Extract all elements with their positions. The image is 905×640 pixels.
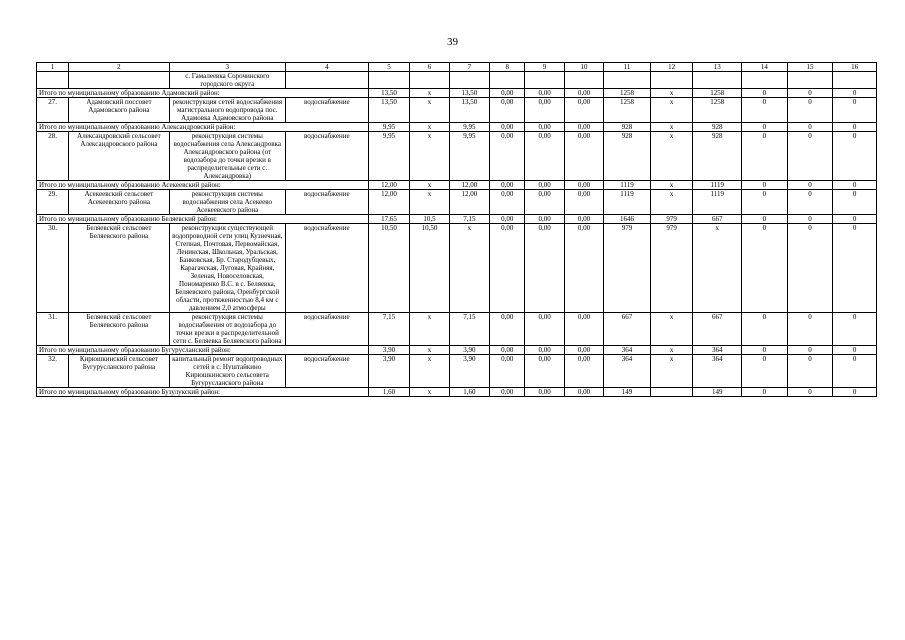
value-cell: 1119 bbox=[604, 190, 651, 215]
value-cell: 0 bbox=[787, 313, 833, 346]
value-cell: х bbox=[650, 98, 693, 123]
row-description: реконструкция сетей водоснабжения магистрального водопровода пос. Адамовка Адамовского района bbox=[169, 98, 285, 123]
value-cell: х bbox=[650, 89, 693, 98]
value-cell: 0 bbox=[742, 224, 788, 313]
value-cell: 0 bbox=[833, 132, 877, 181]
value-cell: 0,00 bbox=[490, 346, 525, 355]
column-number-header: 16 bbox=[833, 63, 877, 72]
value-cell: 1258 bbox=[693, 89, 742, 98]
value-cell: 0 bbox=[787, 123, 833, 132]
row-description: с. Гамалеевка Сорочинского городского округа bbox=[169, 72, 285, 89]
value-cell: 3,90 bbox=[368, 346, 409, 355]
project-row bbox=[37, 355, 877, 388]
value-cell: 0 bbox=[742, 355, 788, 388]
column-number-header: 2 bbox=[69, 63, 170, 72]
value-cell: х bbox=[650, 355, 693, 388]
value-cell: 1,60 bbox=[368, 388, 409, 397]
value-cell: 0,00 bbox=[490, 355, 525, 388]
row-description: реконструкция системы водоснабжения села Александровка Александровского района (от водозабора до точки врезки в распределительные сети с. Александровка) bbox=[169, 132, 285, 181]
value-cell: 12,00 bbox=[449, 190, 489, 215]
row-description: капитальный ремонт водопроводных сетей в с. Нуштайкино Кирюшкинского сельсовета Бугурусланского района bbox=[169, 355, 285, 388]
value-cell: 13,50 bbox=[368, 89, 409, 98]
value-cell: 0 bbox=[787, 388, 833, 397]
continuation-row bbox=[37, 72, 877, 89]
row-type: водоснабжение bbox=[285, 313, 368, 346]
value-cell: 0 bbox=[787, 215, 833, 224]
value-cell: 0,00 bbox=[564, 190, 603, 215]
municipal-total-row bbox=[37, 388, 877, 397]
column-number-header: 10 bbox=[564, 63, 603, 72]
total-label: Итого по муниципальному образованию Бузулукский район: bbox=[37, 388, 369, 397]
total-label: Итого по муниципальному образованию Асекеевский район: bbox=[37, 181, 369, 190]
value-cell: 10,50 bbox=[410, 224, 449, 313]
total-label: Итого по муниципальному образованию Бугурусланский район: bbox=[37, 346, 369, 355]
value-cell: 0,00 bbox=[490, 224, 525, 313]
municipal-total-row bbox=[37, 215, 877, 224]
column-number-header: 7 bbox=[449, 63, 489, 72]
value-cell: 0 bbox=[787, 132, 833, 181]
value-cell: х bbox=[410, 181, 449, 190]
value-cell: 13,50 bbox=[449, 98, 489, 123]
value-cell: 0,00 bbox=[490, 388, 525, 397]
value-cell: 9,95 bbox=[449, 132, 489, 181]
value-cell: 0,00 bbox=[564, 89, 603, 98]
total-label: Итого по муниципальному образованию Беляевский район: bbox=[37, 215, 369, 224]
column-number-header: 12 bbox=[650, 63, 693, 72]
municipal-total-row bbox=[37, 123, 877, 132]
value-cell: 0,00 bbox=[525, 190, 564, 215]
value-cell: 13,50 bbox=[449, 89, 489, 98]
project-row bbox=[37, 224, 877, 313]
value-cell: 9,95 bbox=[368, 132, 409, 181]
value-cell: 0 bbox=[742, 313, 788, 346]
value-cell: 9,95 bbox=[368, 123, 409, 132]
value-cell: 7,15 bbox=[449, 313, 489, 346]
value-cell: 0,00 bbox=[525, 313, 564, 346]
value-cell: 667 bbox=[693, 215, 742, 224]
value-cell: 0 bbox=[833, 215, 877, 224]
value-cell: 0 bbox=[742, 98, 788, 123]
value-cell: 979 bbox=[604, 224, 651, 313]
row-type: водоснабжение bbox=[285, 98, 368, 123]
value-cell: 0,00 bbox=[490, 89, 525, 98]
value-cell: 928 bbox=[604, 132, 651, 181]
value-cell: 667 bbox=[693, 313, 742, 346]
value-cell: 0,00 bbox=[564, 224, 603, 313]
value-cell: 12,00 bbox=[368, 190, 409, 215]
project-row bbox=[37, 132, 877, 181]
value-cell: 0 bbox=[833, 98, 877, 123]
municipal-total-row bbox=[37, 89, 877, 98]
value-cell: 0 bbox=[787, 355, 833, 388]
value-cell: х bbox=[410, 313, 449, 346]
column-number-header: 14 bbox=[742, 63, 788, 72]
row-type: водоснабжение bbox=[285, 190, 368, 215]
value-cell: 10,50 bbox=[368, 224, 409, 313]
column-number-header: 4 bbox=[285, 63, 368, 72]
value-cell: 0,00 bbox=[564, 346, 603, 355]
project-row bbox=[37, 98, 877, 123]
value-cell: 0,00 bbox=[490, 215, 525, 224]
value-cell: 1119 bbox=[693, 190, 742, 215]
value-cell: 0,00 bbox=[564, 98, 603, 123]
column-number-header: 15 bbox=[787, 63, 833, 72]
value-cell: 149 bbox=[693, 388, 742, 397]
value-cell: 0,00 bbox=[490, 123, 525, 132]
value-cell: х bbox=[410, 132, 449, 181]
row-number: 30. bbox=[37, 224, 69, 313]
value-cell: 928 bbox=[693, 123, 742, 132]
value-cell: 364 bbox=[693, 355, 742, 388]
total-label: Итого по муниципальному образованию Адамовский район: bbox=[37, 89, 369, 98]
value-cell: 0 bbox=[742, 89, 788, 98]
value-cell: 3,90 bbox=[449, 355, 489, 388]
value-cell: х bbox=[410, 89, 449, 98]
row-number: 28. bbox=[37, 132, 69, 181]
row-number: 27. bbox=[37, 98, 69, 123]
column-number-header: 6 bbox=[410, 63, 449, 72]
value-cell: х bbox=[449, 224, 489, 313]
value-cell: 928 bbox=[693, 132, 742, 181]
value-cell: 0 bbox=[833, 355, 877, 388]
value-cell: 979 bbox=[650, 215, 693, 224]
value-cell: 0 bbox=[742, 388, 788, 397]
value-cell: 0,00 bbox=[490, 190, 525, 215]
value-cell: 1258 bbox=[604, 89, 651, 98]
row-organization: Александровский сельсовет Александровского района bbox=[69, 132, 170, 181]
page-number: 39 bbox=[447, 36, 458, 48]
value-cell: 667 bbox=[604, 313, 651, 346]
value-cell: 0,00 bbox=[564, 132, 603, 181]
value-cell: 3,90 bbox=[368, 355, 409, 388]
value-cell: 0,00 bbox=[525, 346, 564, 355]
project-row bbox=[37, 190, 877, 215]
row-organization: Кирюшкинский сельсовет Бугурусланского района bbox=[69, 355, 170, 388]
value-cell: х bbox=[410, 388, 449, 397]
value-cell: 1258 bbox=[693, 98, 742, 123]
row-organization: Беляевский сельсовет Беляевского района bbox=[69, 224, 170, 313]
row-description: реконструкция существующей водопроводной сети улиц Кузнечная, Степная, Почтовая, Первомайская, Ленинская, Школьная, Уральская, Банковская, Бр. Стародубцевых, Карагачская, Луговая, Крайняя, Зеленая, Новоселовская, Пономаренко В.С. в с. Беляевка, Беляевского района, Оренбургской области, протяженностью 8,4 км с давлением 2,0 атмосферы bbox=[169, 224, 285, 313]
total-label: Итого по муниципальному образованию Александровский район: bbox=[37, 123, 369, 132]
value-cell: х bbox=[650, 190, 693, 215]
value-cell: 0 bbox=[833, 388, 877, 397]
value-cell: 0,00 bbox=[525, 388, 564, 397]
value-cell: 0,00 bbox=[564, 215, 603, 224]
value-cell: 0 bbox=[742, 123, 788, 132]
value-cell: 0,00 bbox=[525, 181, 564, 190]
value-cell: 0 bbox=[742, 132, 788, 181]
value-cell: 149 bbox=[604, 388, 651, 397]
value-cell: 0,00 bbox=[564, 313, 603, 346]
value-cell: 0,00 bbox=[525, 89, 564, 98]
row-type: водоснабжение bbox=[285, 224, 368, 313]
value-cell: 0,00 bbox=[525, 123, 564, 132]
row-type: водоснабжение bbox=[285, 355, 368, 388]
value-cell: 0 bbox=[787, 181, 833, 190]
project-row bbox=[37, 313, 877, 346]
value-cell: х bbox=[410, 355, 449, 388]
value-cell: 0 bbox=[833, 89, 877, 98]
value-cell: 0,00 bbox=[525, 215, 564, 224]
value-cell: 0 bbox=[787, 346, 833, 355]
column-number-header: 8 bbox=[490, 63, 525, 72]
row-organization: Асекеевский сельсовет Асекеевского района bbox=[69, 190, 170, 215]
value-cell: 0 bbox=[833, 190, 877, 215]
municipal-total-row bbox=[37, 346, 877, 355]
value-cell: 1119 bbox=[693, 181, 742, 190]
column-number-header: 11 bbox=[604, 63, 651, 72]
value-cell: 364 bbox=[693, 346, 742, 355]
value-cell: 0,00 bbox=[564, 388, 603, 397]
value-cell: 13,50 bbox=[368, 98, 409, 123]
value-cell: 12,00 bbox=[368, 181, 409, 190]
municipal-total-row bbox=[37, 181, 877, 190]
value-cell: 1,60 bbox=[449, 388, 489, 397]
value-cell: 0 bbox=[742, 181, 788, 190]
row-number: 31. bbox=[37, 313, 69, 346]
value-cell: 0,00 bbox=[525, 132, 564, 181]
value-cell: 0,00 bbox=[564, 123, 603, 132]
value-cell: 10,5 bbox=[410, 215, 449, 224]
value-cell: 7,15 bbox=[449, 215, 489, 224]
row-number: 29. bbox=[37, 190, 69, 215]
value-cell: х bbox=[650, 132, 693, 181]
row-number: 32. bbox=[37, 355, 69, 388]
row-organization: Беляевский сельсовет Беляевского района bbox=[69, 313, 170, 346]
value-cell: 17,65 bbox=[368, 215, 409, 224]
value-cell: х bbox=[693, 224, 742, 313]
value-cell: 0 bbox=[833, 224, 877, 313]
value-cell: 0,00 bbox=[525, 224, 564, 313]
column-number-header: 5 bbox=[368, 63, 409, 72]
column-number-header: 13 bbox=[693, 63, 742, 72]
value-cell: 364 bbox=[604, 346, 651, 355]
value-cell: 0 bbox=[742, 190, 788, 215]
value-cell: 0,00 bbox=[490, 313, 525, 346]
value-cell: 0,00 bbox=[490, 132, 525, 181]
value-cell: х bbox=[410, 190, 449, 215]
column-number-header: 9 bbox=[525, 63, 564, 72]
value-cell: 0 bbox=[833, 123, 877, 132]
value-cell: х bbox=[410, 98, 449, 123]
investment-table bbox=[36, 62, 877, 397]
value-cell: х bbox=[650, 313, 693, 346]
value-cell: 0 bbox=[833, 346, 877, 355]
value-cell: 1119 bbox=[604, 181, 651, 190]
value-cell: 3,90 bbox=[449, 346, 489, 355]
value-cell: х bbox=[410, 346, 449, 355]
value-cell: 0,00 bbox=[525, 98, 564, 123]
table-body bbox=[37, 63, 877, 397]
value-cell: 7,15 bbox=[368, 313, 409, 346]
value-cell bbox=[650, 388, 693, 397]
value-cell: 0 bbox=[742, 346, 788, 355]
column-number-header: 1 bbox=[37, 63, 69, 72]
row-type: водоснабжение bbox=[285, 132, 368, 181]
value-cell: 1646 bbox=[604, 215, 651, 224]
value-cell: х bbox=[650, 346, 693, 355]
row-description: реконструкция системы водоснабжения от водозабора до точки врезки в распределительной сети с. Беляевка Беляевского района bbox=[169, 313, 285, 346]
value-cell: 0 bbox=[787, 98, 833, 123]
value-cell: 9,95 bbox=[449, 123, 489, 132]
value-cell: 0 bbox=[833, 313, 877, 346]
value-cell: 0,00 bbox=[490, 181, 525, 190]
row-description: реконструкция системы водоснабжения села Асекеево Асекеевского района bbox=[169, 190, 285, 215]
value-cell: 0 bbox=[742, 215, 788, 224]
value-cell: 364 bbox=[604, 355, 651, 388]
value-cell: 0,00 bbox=[525, 355, 564, 388]
value-cell: 0,00 bbox=[490, 98, 525, 123]
value-cell: х bbox=[410, 123, 449, 132]
row-organization: Адамовский поссовет Адамовского района bbox=[69, 98, 170, 123]
value-cell: 0 bbox=[787, 224, 833, 313]
value-cell: 0 bbox=[833, 181, 877, 190]
value-cell: 0,00 bbox=[564, 181, 603, 190]
value-cell: х bbox=[650, 123, 693, 132]
value-cell: 0 bbox=[787, 89, 833, 98]
value-cell: 928 bbox=[604, 123, 651, 132]
value-cell: х bbox=[650, 181, 693, 190]
column-number-row bbox=[37, 63, 877, 72]
value-cell: 0,00 bbox=[564, 355, 603, 388]
value-cell: 0 bbox=[787, 190, 833, 215]
value-cell: 1258 bbox=[604, 98, 651, 123]
value-cell: 12,00 bbox=[449, 181, 489, 190]
column-number-header: 3 bbox=[169, 63, 285, 72]
value-cell: 979 bbox=[650, 224, 693, 313]
